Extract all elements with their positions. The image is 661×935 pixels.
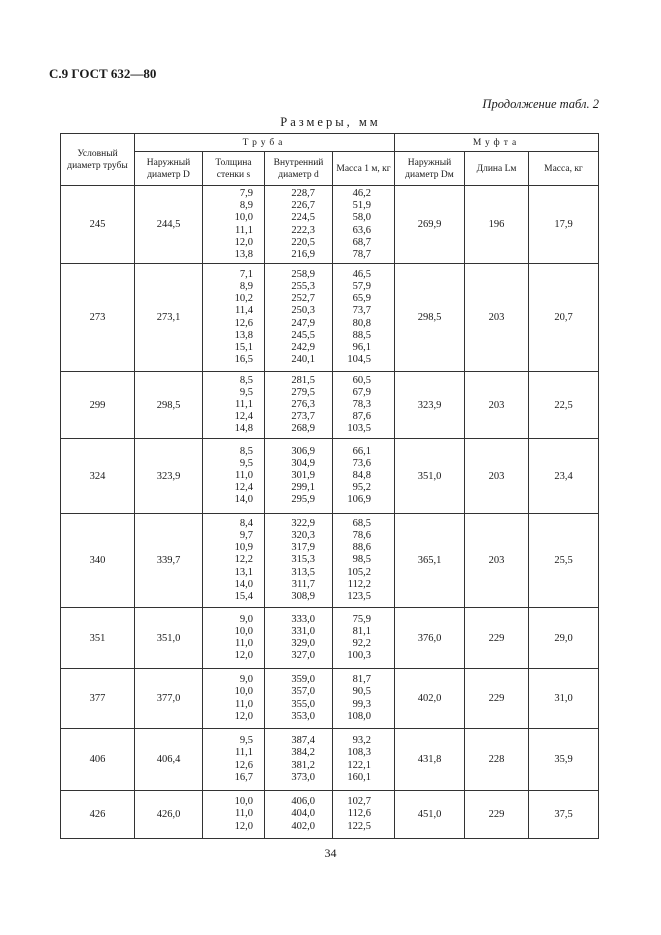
header-pipe-mass: Масса 1 м, кг xyxy=(333,152,395,186)
wall-thickness-cell-value: 15,1 xyxy=(234,341,253,353)
inner-diameter-cell xyxy=(265,186,333,264)
pipe-mass-cell xyxy=(333,729,395,791)
coupling-outer-diameter-cell: 298,5 xyxy=(395,264,465,372)
pipe-mass-cell-value: 160,1 xyxy=(347,771,371,783)
nominal-diameter-cell: 245 xyxy=(61,186,135,264)
wall-thickness-cell-value: 10,0 xyxy=(234,625,253,637)
pipe-outer-diameter-cell: 273,1 xyxy=(135,264,203,372)
inner-diameter-cell-value: 308,9 xyxy=(291,590,315,602)
wall-thickness-cell-value: 10,9 xyxy=(234,542,253,554)
inner-diameter-cell-value: 404,0 xyxy=(291,808,315,820)
wall-thickness-cell-value: 15,4 xyxy=(234,590,253,602)
wall-thickness-cell-value: 11,4 xyxy=(235,305,253,317)
inner-diameter-cell xyxy=(265,669,333,729)
pipe-mass-cell-value: 81,7 xyxy=(352,674,371,686)
coupling-length-cell: 196 xyxy=(465,186,529,264)
pipe-mass-cell-value: 78,7 xyxy=(352,248,371,260)
pipe-mass-cell-value: 57,9 xyxy=(352,281,371,293)
inner-diameter-cell-value: 402,0 xyxy=(291,820,315,832)
wall-thickness-cell-value: 12,0 xyxy=(234,236,253,248)
inner-diameter-cell-value: 406,0 xyxy=(291,796,315,808)
coupling-mass-cell: 17,9 xyxy=(529,186,599,264)
pipe-mass-cell xyxy=(333,372,395,439)
header-coupling-mass: Масса, кг xyxy=(529,152,599,186)
pipe-outer-diameter-cell: 339,7 xyxy=(135,514,203,608)
wall-thickness-cell-value: 11,1 xyxy=(235,398,253,410)
pipe-mass-cell-value: 122,5 xyxy=(347,820,371,832)
coupling-outer-diameter-cell: 431,8 xyxy=(395,729,465,791)
pipe-mass-cell-value: 122,1 xyxy=(347,759,371,771)
wall-thickness-cell xyxy=(203,264,265,372)
coupling-outer-diameter-cell: 365,1 xyxy=(395,514,465,608)
inner-diameter-cell-value: 329,0 xyxy=(291,638,315,649)
wall-thickness-cell-value: 9,0 xyxy=(239,674,253,686)
coupling-mass-cell: 23,4 xyxy=(529,439,599,514)
inner-diameter-cell-value: 355,0 xyxy=(291,698,315,710)
table-continuation-note: Продолжение табл. 2 xyxy=(482,97,599,111)
pipe-mass-cell-value: 65,9 xyxy=(352,293,371,305)
pipe-mass-cell xyxy=(333,264,395,372)
inner-diameter-cell-value: 353,0 xyxy=(291,710,315,722)
wall-thickness-cell-value: 12,0 xyxy=(234,820,253,832)
inner-diameter-cell-value: 384,2 xyxy=(291,747,315,759)
inner-diameter-cell-value: 313,5 xyxy=(291,566,315,578)
pipe-mass-cell-value: 88,6 xyxy=(352,542,371,554)
inner-diameter-cell-value: 247,9 xyxy=(291,317,315,329)
wall-thickness-cell-value: 14,0 xyxy=(234,494,253,506)
wall-thickness-cell-value: 12,6 xyxy=(234,317,253,329)
table-row xyxy=(61,372,599,439)
wall-thickness-cell-value: 9,5 xyxy=(239,457,253,469)
pipe-mass-cell-value: 84,8 xyxy=(352,469,371,481)
wall-thickness-cell-value: 7,9 xyxy=(239,188,253,200)
pipe-mass-cell-value: 99,3 xyxy=(352,698,371,710)
doc-header-left: С.9 ГОСТ 632—80 xyxy=(49,66,157,81)
pipe-mass-cell-value: 108,3 xyxy=(347,747,371,759)
pipe-mass-cell-value: 98,5 xyxy=(352,554,371,566)
table-row xyxy=(61,264,599,372)
coupling-length-cell: 203 xyxy=(465,514,529,608)
wall-thickness-cell-value: 11,1 xyxy=(235,224,253,236)
inner-diameter-cell-value: 331,0 xyxy=(291,625,315,637)
wall-thickness-cell-value: 9,7 xyxy=(239,530,253,542)
coupling-length-cell: 203 xyxy=(465,372,529,439)
pipe-outer-diameter-cell: 377,0 xyxy=(135,669,203,729)
wall-thickness-cell-value: 7,1 xyxy=(239,269,253,281)
wall-thickness-cell-value: 10,2 xyxy=(234,293,253,305)
pipe-mass-cell-value: 104,5 xyxy=(347,353,371,365)
table-row xyxy=(61,791,599,839)
pipe-mass-cell-value: 108,0 xyxy=(347,710,371,722)
pipe-mass-cell-value: 88,5 xyxy=(352,329,371,341)
nominal-diameter-cell: 406 xyxy=(61,729,135,791)
inner-diameter-cell-value: 279,5 xyxy=(291,386,315,398)
header-nominal-diameter: Условный диаметр трубы xyxy=(61,134,135,186)
pipe-mass-cell-value: 63,6 xyxy=(352,224,371,236)
inner-diameter-cell-value: 222,3 xyxy=(291,224,315,236)
nominal-diameter-cell: 273 xyxy=(61,264,135,372)
wall-thickness-cell-value: 11,0 xyxy=(235,638,253,649)
nominal-diameter-cell: 299 xyxy=(61,372,135,439)
table-row xyxy=(61,729,599,791)
inner-diameter-cell-value: 242,9 xyxy=(291,341,315,353)
wall-thickness-cell-value: 16,5 xyxy=(234,353,253,365)
inner-diameter-cell-value: 387,4 xyxy=(291,735,315,747)
pipe-mass-cell xyxy=(333,186,395,264)
pipe-mass-cell-value: 95,2 xyxy=(352,482,371,494)
inner-diameter-cell-value: 315,3 xyxy=(291,554,315,566)
coupling-length-cell: 203 xyxy=(465,439,529,514)
pipe-outer-diameter-cell: 244,5 xyxy=(135,186,203,264)
coupling-outer-diameter-cell: 451,0 xyxy=(395,791,465,839)
coupling-mass-cell: 37,5 xyxy=(529,791,599,839)
wall-thickness-cell-value: 8,5 xyxy=(239,374,253,386)
pipe-mass-cell xyxy=(333,439,395,514)
inner-diameter-cell xyxy=(265,608,333,669)
wall-thickness-cell-value: 9,5 xyxy=(239,735,253,747)
pipe-mass-cell-value: 123,5 xyxy=(347,590,371,602)
pipe-mass-cell-value: 100,3 xyxy=(347,650,371,662)
pipe-mass-cell-value: 78,6 xyxy=(352,530,371,542)
coupling-outer-diameter-cell: 376,0 xyxy=(395,608,465,669)
header-pipe-inner-diameter: Внутренний диаметр d xyxy=(265,152,333,186)
wall-thickness-cell xyxy=(203,372,265,439)
inner-diameter-cell-value: 327,0 xyxy=(291,650,315,662)
coupling-mass-cell: 20,7 xyxy=(529,264,599,372)
coupling-length-cell: 228 xyxy=(465,729,529,791)
pipe-mass-cell-value: 60,5 xyxy=(352,374,371,386)
table-row xyxy=(61,186,599,264)
wall-thickness-cell-value: 11,1 xyxy=(235,747,253,759)
wall-thickness-cell-value: 10,0 xyxy=(234,686,253,698)
wall-thickness-cell xyxy=(203,186,265,264)
inner-diameter-cell xyxy=(265,264,333,372)
pipe-outer-diameter-cell: 426,0 xyxy=(135,791,203,839)
table-row xyxy=(61,514,599,608)
wall-thickness-cell-value: 8,9 xyxy=(239,200,253,212)
dimensions-table xyxy=(60,133,599,839)
wall-thickness-cell xyxy=(203,439,265,514)
wall-thickness-cell-value: 9,5 xyxy=(239,386,253,398)
inner-diameter-cell-value: 252,7 xyxy=(291,293,315,305)
pipe-mass-cell-value: 73,6 xyxy=(352,457,371,469)
nominal-diameter-cell: 351 xyxy=(61,608,135,669)
pipe-mass-cell-value: 46,2 xyxy=(352,188,371,200)
inner-diameter-cell-value: 381,2 xyxy=(291,759,315,771)
wall-thickness-cell-value: 14,0 xyxy=(234,578,253,590)
coupling-mass-cell: 35,9 xyxy=(529,729,599,791)
nominal-diameter-cell: 324 xyxy=(61,439,135,514)
pipe-mass-cell-value: 81,1 xyxy=(352,625,371,637)
header-pipe-wall-thickness: Толщина стенки s xyxy=(203,152,265,186)
pipe-mass-cell-value: 68,5 xyxy=(352,518,371,530)
pipe-mass-cell-value: 96,1 xyxy=(352,341,371,353)
wall-thickness-cell-value: 13,1 xyxy=(234,566,253,578)
wall-thickness-cell-value: 11,0 xyxy=(235,808,253,820)
coupling-mass-cell: 22,5 xyxy=(529,372,599,439)
coupling-mass-cell: 31,0 xyxy=(529,669,599,729)
pipe-mass-cell-value: 67,9 xyxy=(352,386,371,398)
coupling-outer-diameter-cell: 402,0 xyxy=(395,669,465,729)
header-group-pipe: Труба xyxy=(135,134,395,152)
pipe-outer-diameter-cell: 406,4 xyxy=(135,729,203,791)
inner-diameter-cell-value: 240,1 xyxy=(291,353,315,365)
pipe-mass-cell-value: 106,9 xyxy=(347,494,371,506)
pipe-mass-cell xyxy=(333,608,395,669)
header-group-coupling: Муфта xyxy=(395,134,599,152)
inner-diameter-cell-value: 311,7 xyxy=(291,578,315,590)
inner-diameter-cell-value: 245,5 xyxy=(291,329,315,341)
coupling-length-cell: 203 xyxy=(465,264,529,372)
pipe-mass-cell-value: 80,8 xyxy=(352,317,371,329)
pipe-mass-cell-value: 103,5 xyxy=(347,423,371,435)
pipe-mass-cell-value: 58,0 xyxy=(352,212,371,224)
inner-diameter-cell-value: 268,9 xyxy=(291,423,315,435)
inner-diameter-cell-value: 228,7 xyxy=(291,188,315,200)
inner-diameter-cell xyxy=(265,729,333,791)
pipe-mass-cell-value: 92,2 xyxy=(352,638,371,649)
inner-diameter-cell-value: 258,9 xyxy=(291,269,315,281)
pipe-mass-cell-value: 51,9 xyxy=(352,200,371,212)
wall-thickness-cell-value: 12,0 xyxy=(234,710,253,722)
wall-thickness-cell-value: 8,5 xyxy=(239,445,253,457)
inner-diameter-cell-value: 281,5 xyxy=(291,374,315,386)
inner-diameter-cell-value: 255,3 xyxy=(291,281,315,293)
header-coupling-length: Длина Lм xyxy=(465,152,529,186)
coupling-outer-diameter-cell: 351,0 xyxy=(395,439,465,514)
coupling-length-cell: 229 xyxy=(465,669,529,729)
pipe-mass-cell-value: 78,3 xyxy=(352,398,371,410)
wall-thickness-cell-value: 16,7 xyxy=(234,771,253,783)
wall-thickness-cell-value: 12,6 xyxy=(234,759,253,771)
inner-diameter-cell-value: 317,9 xyxy=(291,542,315,554)
pipe-mass-cell-value: 87,6 xyxy=(352,411,371,423)
inner-diameter-cell xyxy=(265,791,333,839)
table-row xyxy=(61,608,599,669)
inner-diameter-cell xyxy=(265,372,333,439)
inner-diameter-cell-value: 322,9 xyxy=(291,518,315,530)
wall-thickness-cell-value: 14,8 xyxy=(234,423,253,435)
pipe-mass-cell-value: 68,7 xyxy=(352,236,371,248)
wall-thickness-cell-value: 12,4 xyxy=(234,482,253,494)
wall-thickness-cell xyxy=(203,608,265,669)
wall-thickness-cell-value: 11,0 xyxy=(235,698,253,710)
coupling-outer-diameter-cell: 269,9 xyxy=(395,186,465,264)
wall-thickness-cell-value: 13,8 xyxy=(234,329,253,341)
pipe-mass-cell-value: 75,9 xyxy=(352,613,371,625)
wall-thickness-cell-value: 8,4 xyxy=(239,518,253,530)
pipe-mass-cell-value: 112,2 xyxy=(347,578,371,590)
inner-diameter-cell xyxy=(265,514,333,608)
pipe-mass-cell xyxy=(333,791,395,839)
wall-thickness-cell-value: 13,8 xyxy=(234,248,253,260)
inner-diameter-cell-value: 250,3 xyxy=(291,305,315,317)
wall-thickness-cell-value: 9,0 xyxy=(239,613,253,625)
pipe-mass-cell-value: 102,7 xyxy=(347,796,371,808)
inner-diameter-cell-value: 301,9 xyxy=(291,469,315,481)
pipe-mass-cell-value: 93,2 xyxy=(352,735,371,747)
inner-diameter-cell-value: 216,9 xyxy=(291,248,315,260)
pipe-mass-cell-value: 46,5 xyxy=(352,269,371,281)
table-row xyxy=(61,439,599,514)
pipe-mass-cell-value: 73,7 xyxy=(352,305,371,317)
inner-diameter-cell-value: 226,7 xyxy=(291,200,315,212)
wall-thickness-cell xyxy=(203,669,265,729)
pipe-mass-cell-value: 66,1 xyxy=(352,445,371,457)
wall-thickness-cell-value: 12,2 xyxy=(234,554,253,566)
page-number: 34 xyxy=(324,846,337,860)
inner-diameter-cell-value: 306,9 xyxy=(291,445,315,457)
wall-thickness-cell xyxy=(203,514,265,608)
nominal-diameter-cell: 377 xyxy=(61,669,135,729)
wall-thickness-cell-value: 10,0 xyxy=(234,212,253,224)
pipe-outer-diameter-cell: 298,5 xyxy=(135,372,203,439)
inner-diameter-cell xyxy=(265,439,333,514)
inner-diameter-cell-value: 299,1 xyxy=(291,482,315,494)
table-caption: Размеры, мм xyxy=(280,115,381,129)
pipe-mass-cell xyxy=(333,514,395,608)
pipe-outer-diameter-cell: 351,0 xyxy=(135,608,203,669)
pipe-mass-cell-value: 112,6 xyxy=(347,808,371,820)
wall-thickness-cell xyxy=(203,791,265,839)
coupling-mass-cell: 29,0 xyxy=(529,608,599,669)
nominal-diameter-cell: 340 xyxy=(61,514,135,608)
inner-diameter-cell-value: 357,0 xyxy=(291,686,315,698)
coupling-outer-diameter-cell: 323,9 xyxy=(395,372,465,439)
inner-diameter-cell-value: 224,5 xyxy=(291,212,315,224)
pipe-mass-cell-value: 90,5 xyxy=(352,686,371,698)
wall-thickness-cell-value: 12,0 xyxy=(234,650,253,662)
wall-thickness-cell xyxy=(203,729,265,791)
inner-diameter-cell-value: 295,9 xyxy=(291,494,315,506)
pipe-outer-diameter-cell: 323,9 xyxy=(135,439,203,514)
inner-diameter-cell-value: 276,3 xyxy=(291,398,315,410)
inner-diameter-cell-value: 220,5 xyxy=(291,236,315,248)
header-coupling-outer-diameter: Наружный диаметр Dм xyxy=(395,152,465,186)
inner-diameter-cell-value: 273,7 xyxy=(291,411,315,423)
coupling-mass-cell: 25,5 xyxy=(529,514,599,608)
coupling-length-cell: 229 xyxy=(465,608,529,669)
wall-thickness-cell-value: 8,9 xyxy=(239,281,253,293)
inner-diameter-cell-value: 373,0 xyxy=(291,771,315,783)
inner-diameter-cell-value: 333,0 xyxy=(291,613,315,625)
inner-diameter-cell-value: 304,9 xyxy=(291,457,315,469)
header-pipe-outer-diameter: Наружный диаметр D xyxy=(135,152,203,186)
wall-thickness-cell-value: 12,4 xyxy=(234,411,253,423)
nominal-diameter-cell: 426 xyxy=(61,791,135,839)
inner-diameter-cell-value: 320,3 xyxy=(291,530,315,542)
wall-thickness-cell-value: 10,0 xyxy=(234,796,253,808)
pipe-mass-cell-value: 105,2 xyxy=(347,566,371,578)
inner-diameter-cell-value: 359,0 xyxy=(291,674,315,686)
coupling-length-cell: 229 xyxy=(465,791,529,839)
table-row xyxy=(61,669,599,729)
pipe-mass-cell xyxy=(333,669,395,729)
wall-thickness-cell-value: 11,0 xyxy=(235,469,253,481)
